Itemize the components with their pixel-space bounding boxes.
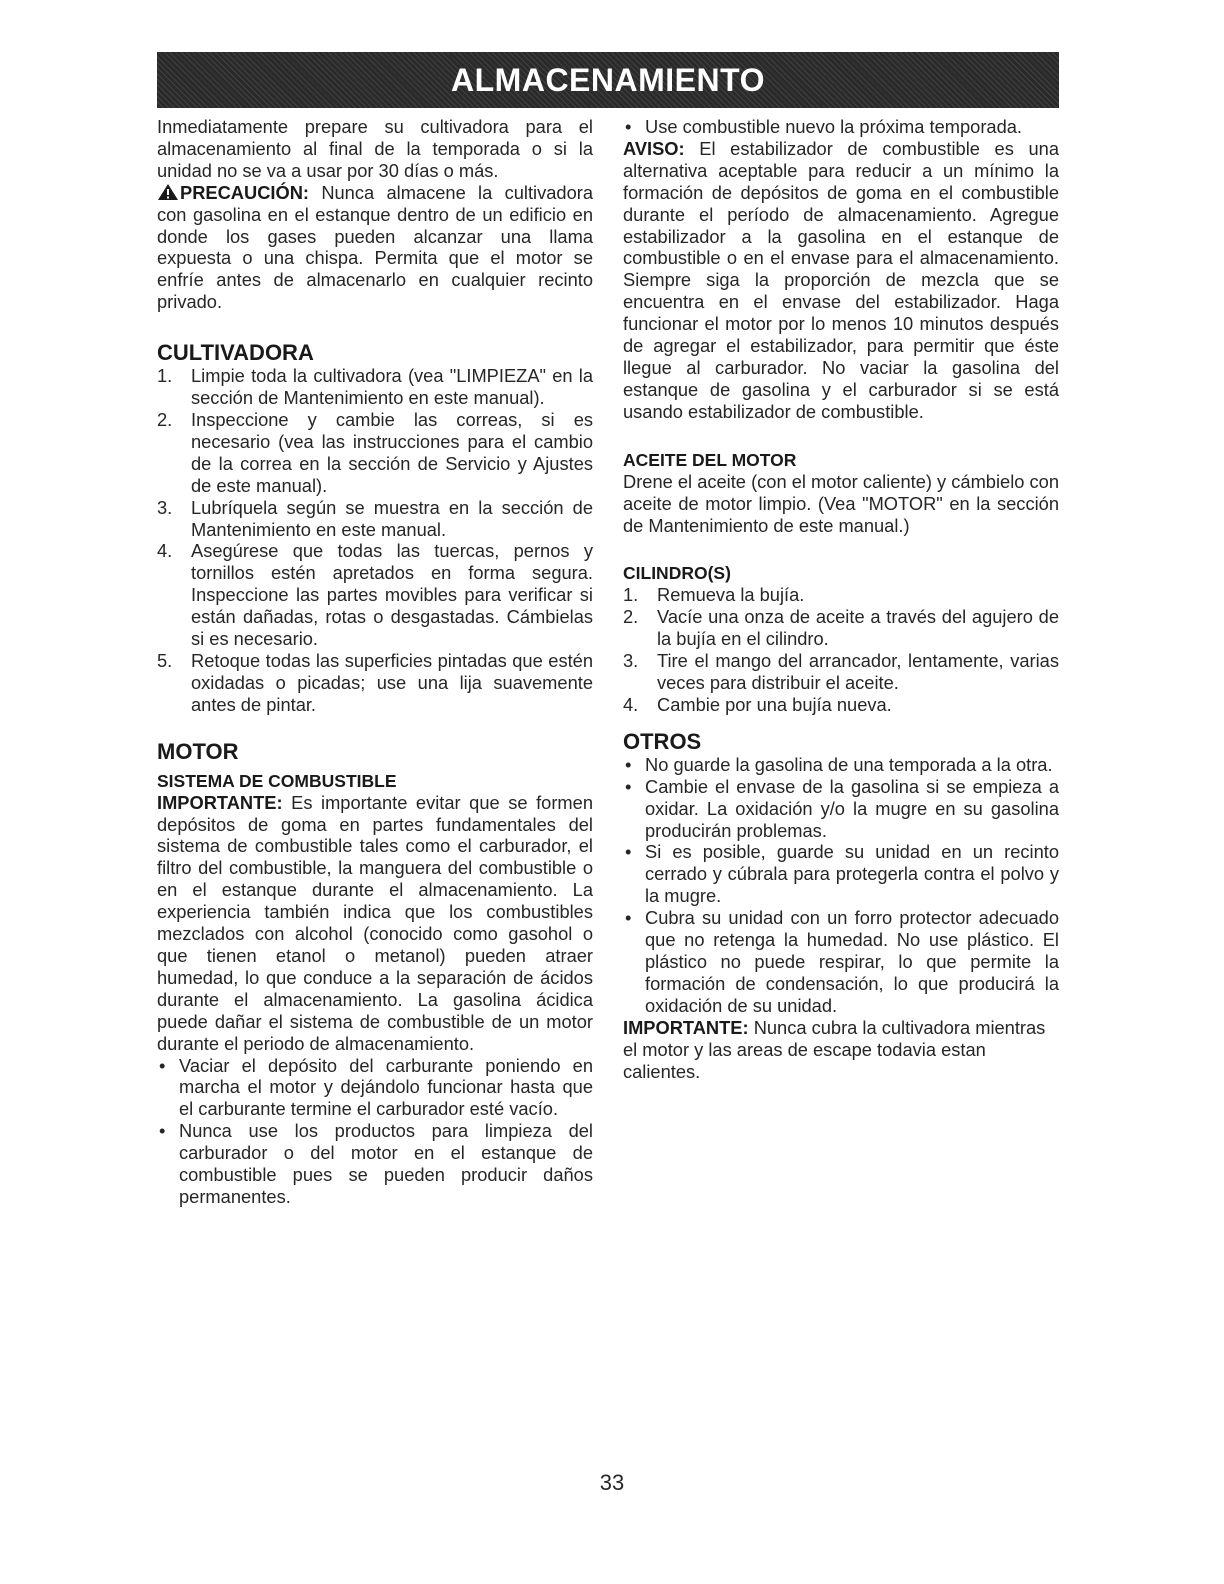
important-text: Es importante evitar que se formen depósitos de goma en partes fundamentales del sistema de combustible tales como el carburador, el filtro del combustible, la manguera del combustible o en el estanque durante el almacenamiento. La experiencia también indica que los combustibles mezclados con alcohol (conocido como gasohol o que tienen etanol o metanol) pueden atraer humedad, lo que conduce a la separación de ácidos durante el almacenamiento. La gasolina ácidica puede dañar el sistema de combustible de un motor durante el periodo de almacenamiento.: [157, 791, 593, 1054]
list-item: [623, 606, 1059, 650]
item-text: Use combustible nuevo la próxima temporada.: [645, 116, 1022, 137]
caution-paragraph: [157, 182, 593, 313]
cultivadora-list: [157, 365, 593, 716]
list-item: [623, 776, 1059, 842]
list-item: [623, 907, 1059, 1017]
right-column: [623, 116, 1059, 1082]
item-text: Vaciar el depósito del carburante poniendo en marcha el motor y dejándolo funcionar hasta que el carburante termine el carburador esté vacío.: [179, 1054, 593, 1120]
important-label: IMPORTANTE:: [157, 791, 283, 813]
item-number: 5.: [157, 649, 173, 671]
cultivadora-heading: CULTIVADORA: [157, 340, 314, 366]
bullet: •: [625, 841, 632, 863]
item-text: No guarde la gasolina de una temporada a la otra.: [645, 753, 1053, 775]
bullet: •: [625, 907, 632, 929]
engine-oil-paragraph: Drene el aceite (con el motor caliente) y cámbielo con aceite de motor limpio. (Vea "MOTOR" en la sección de Mantenimiento de este manual.): [623, 470, 1059, 536]
important2-label: IMPORTANTE:: [623, 1016, 749, 1038]
item-text: Cambie el envase de la gasolina si se empieza a oxidar. La oxidación y/o la mugre en su gasolina producirán problemas.: [645, 775, 1059, 841]
item-number: 4.: [157, 540, 173, 562]
list-item: [157, 409, 593, 497]
list-item: [157, 540, 593, 650]
list-item: [623, 694, 1059, 716]
item-text: Vacíe una onza de aceite a través del agujero de la bujía en el cilindro.: [657, 606, 1059, 650]
item-text: Si es posible, guarde su unidad en un recinto cerrado y cúbrala para protegerla contra el polvo y la mugre.: [645, 841, 1059, 907]
item-number: 4.: [623, 693, 639, 715]
list-item: [157, 1120, 593, 1208]
motor-heading: MOTOR: [157, 738, 239, 764]
title-banner: [157, 52, 1059, 108]
intro-paragraph: Inmediatamente prepare su cultivadora para el almacenamiento al final de la temporada o si la unidad no se va a usar por 30 días o más.: [157, 116, 593, 181]
important-paragraph: [157, 792, 593, 1055]
item-number: 2.: [157, 408, 173, 430]
item-text: Retoque todas las superficies pintadas que estén oxidadas o picadas; use una lija suavemente antes de pintar.: [191, 649, 593, 715]
list-item: [157, 365, 593, 409]
item-number: 1.: [157, 365, 173, 387]
list-item: [623, 584, 1059, 606]
list-item: [623, 116, 1059, 138]
important2-text: Nunca cubra la cultivadora mientras el motor y las areas de escape todavia estan calientes.: [623, 1016, 1046, 1082]
item-number: 3.: [157, 496, 173, 518]
fuel-bullet-list-continued: [623, 116, 1059, 138]
list-item: [623, 754, 1059, 776]
important2-paragraph: [623, 1017, 1059, 1083]
item-text: Cubra su unidad con un forro protector adecuado que no retenga la humedad. No use plástico. El plástico no puede respirar, lo que permite la formación de condensación, lo que producirá la oxidación de su unidad.: [645, 907, 1059, 1016]
bullet: •: [159, 1054, 166, 1076]
item-text: Tire el mango del arrancador, lentamente, varias veces para distribuir el aceite.: [657, 650, 1059, 694]
item-number: 1.: [623, 584, 639, 606]
cylinders-list: [623, 584, 1059, 715]
otros-heading: OTROS: [623, 728, 702, 754]
item-text: Lubríquela según se muestra en la sección de Mantenimiento en este manual.: [191, 496, 593, 540]
item-text: Cambie por una bujía nueva.: [657, 693, 892, 715]
list-item: [623, 650, 1059, 694]
item-text: Limpie toda la cultivadora (vea "LIMPIEZA" en la sección de Mantenimiento en este manual).: [191, 365, 593, 409]
caution-text: Nunca almacene la cultivadora con gasolina en el estanque dentro de un edificio en donde los gases pueden alcanzar una llama expuesta o una chispa. Permita que el motor se enfríe antes de almacenarlo en cualquier recinto privado.: [157, 181, 593, 313]
warning-triangle-icon: [157, 183, 179, 201]
list-item: [623, 841, 1059, 907]
bullet: •: [625, 116, 632, 137]
aviso-label: AVISO:: [623, 137, 685, 159]
item-text: Remueva la bujía.: [657, 584, 805, 606]
fuel-bullet-list: [157, 1055, 593, 1208]
list-item: [157, 497, 593, 541]
cylinders-heading: CILINDRO(S): [623, 563, 731, 584]
bullet: •: [159, 1120, 166, 1142]
caution-label: PRECAUCIÓN:: [180, 181, 309, 203]
aviso-text: El estabilizador de combustible es una alternativa aceptable para reducir a un mínimo la formación de depósitos de goma en el combustible durante el período de almacenamiento. Agregue estabilizador a la gasolina en el estanque de combustible o en el envase para el almacenamiento. Siempre siga la proporción de mezcla que se encuentra en el envase del estabilizador. Haga funcionar el motor por lo menos 10 minutos después de agregar el estabilizador, para permitir que éste llegue al carburador. No vaciar la gasolina del estanque de gasolina y el carburador si se está usando estabilizador de combustible.: [623, 137, 1059, 422]
list-item: [157, 650, 593, 716]
item-text: Inspeccione y cambie las correas, si es necesario (vea las instrucciones para el cambio de la correa en la sección de Servicio y Ajustes de este manual).: [191, 408, 593, 496]
list-item: [157, 1055, 593, 1121]
otros-list: [623, 754, 1059, 1017]
aviso-paragraph: [623, 138, 1059, 423]
page-number: 33: [599, 1470, 625, 1495]
bullet: •: [625, 753, 632, 775]
left-column: [157, 116, 593, 1208]
item-number: 2.: [623, 606, 639, 628]
engine-oil-heading: ACEITE DEL MOTOR: [623, 449, 797, 470]
page-title: ALMACENAMIENTO: [451, 61, 765, 98]
item-number: 3.: [623, 650, 639, 672]
item-text: Nunca use los productos para limpieza del carburador o del motor en el estanque de combustible pues se pueden producir daños permanentes.: [179, 1120, 593, 1207]
item-text: Asegúrese que todas las tuercas, pernos y tornillos estén apretados en forma segura. Inspeccione las partes movibles para verificar si están dañadas, rotas o desgastadas. Cámbielas si es necesario.: [191, 540, 593, 650]
fuel-system-heading: SISTEMA DE COMBUSTIBLE: [157, 770, 397, 791]
bullet: •: [625, 775, 632, 797]
